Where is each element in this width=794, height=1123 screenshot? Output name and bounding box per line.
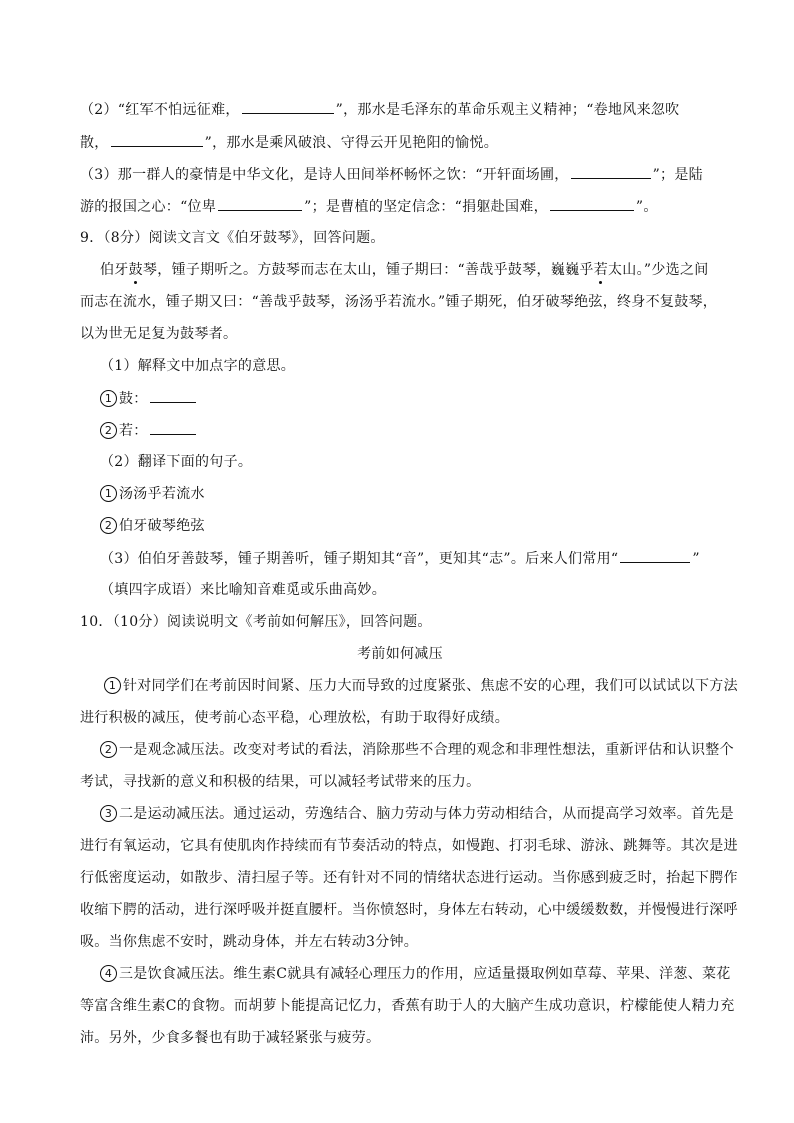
text: （2）“红军不怕远征难， [80,102,240,118]
circle-number: 1 [104,677,121,694]
q10-para3-line4: 收缩下腭的活动，进行深呼吸并挺直腰杆。当你愤怒时，身体左右转动，心中缓缓数数，并慢慢进行深呼 [80,902,738,918]
q10-para3-line2: 进行有氧运动，它具有使肌肉作持续而有节奏活动的特点，如慢跑、打羽毛球、游泳、跳舞等。其次是进 [80,838,738,854]
text: 伯牙 [100,262,129,278]
text: ”，那水是毛泽东的革命乐观主义精神；“卷地风来忽吹 [335,102,680,118]
circle-number: 1 [100,390,117,407]
q8-part2-line1 [80,99,720,119]
text: （3）伯伯牙善鼓琴，锺子期善听，锺子期知其“音”，更知其“志”。后来人们常用“ [100,551,619,567]
q8-part2-line2 [80,132,720,152]
q10-para4-line1 [100,964,731,984]
q10-para2-line1 [100,740,734,760]
text: ”，那水是乘风破浪、守得云开见艳阳的愉悦。 [204,135,499,151]
text: 三是饮食减压法。维生素C就具有减轻心理压力的作用，应适量摄取例如草莓、苹果、洋葱、菜花 [119,966,731,982]
q10-article-title: 考前如何减压 [357,646,443,662]
q10-heading: 10．（10分）阅读说明文《考前如何解压》，回答问题。 [80,614,432,630]
q10-para4-line2: 等富含维生素C的食物。而胡萝卜能提高记忆力，香蕉有助于人的大脑产生成功意识，柠檬能使人精力充 [80,998,735,1014]
text: 散， [80,135,109,151]
q10-para4-line3: 沛。另外，少食多餐也有助于减轻紧张与疲劳。 [80,1030,381,1046]
q9-sub1-item1 [100,388,740,408]
text: ”；是曹植的坚定信念：“捐躯赴国难， [304,199,548,215]
text: 若： [119,423,148,439]
q9-sub2-item2 [100,516,740,536]
text: ” [692,551,700,567]
q9-sub3-line1 [100,548,720,568]
q9-sub1-item2 [100,420,740,440]
text: 琴，锺子期听之。方鼓琴而志在太山，锺子期曰：“善哉乎鼓琴，巍巍乎 [142,262,594,278]
q8-part3-line1 [80,164,720,184]
dotted-char: 若 [593,262,608,278]
answer-blank[interactable] [242,99,334,114]
q10-para3-line1 [100,804,734,824]
circle-number: 3 [100,805,117,822]
text: ”。 [635,199,658,215]
q9-sub2-item1 [100,484,740,504]
answer-blank[interactable] [550,196,634,211]
q10-para1-line1 [104,676,738,696]
circle-number: 1 [100,485,117,502]
text: 一是观念减压法。改变对考试的看法，消除那些不合理的观念和非理性想法，重新评估和认识整个 [119,742,734,758]
answer-blank[interactable] [150,388,196,403]
q9-sub2: （2）翻译下面的句子。 [100,454,253,470]
q8-part3-line2 [80,196,720,216]
q10-para1-line2: 进行积极的减压，使考前心态平稳，心理放松，有助于取得好成绩。 [80,710,509,726]
q10-para3-line3: 行低密度运动，如散步、清扫屋子等。还有针对不同的情绪状态进行运动。当你感到疲乏时，抬起下腭作 [80,870,738,886]
circle-number: 2 [100,422,117,439]
text: （3）那一群人的豪情是中华文化，是诗人田间举杯畅怀之饮：“开轩面场圃， [80,167,569,183]
text: 二是运动减压法。通过运动，劳逸结合、脑力劳动与体力劳动相结合，从而提高学习效率。首先是 [119,806,734,822]
q9-passage-line2: 而志在流水，锺子期又曰：“善哉乎鼓琴，汤汤乎若流水。”锺子期死，伯牙破琴绝弦，终身不复鼓琴， [80,294,718,310]
circle-number: 2 [100,741,117,758]
q9-sub1: （1）解释文中加点字的意思。 [100,358,296,374]
circle-number: 4 [100,965,117,982]
q9-passage-line3: 以为世无足复为鼓琴者。 [80,326,238,342]
answer-blank[interactable] [620,548,690,563]
answer-blank[interactable] [571,164,651,179]
q9-heading: 9．（8分）阅读文言文《伯牙鼓琴》，回答问题。 [80,230,385,246]
circle-number: 2 [100,517,117,534]
text: 鼓： [119,391,148,407]
q9-sub3-line2: （填四字成语）来比喻知音难觅或乐曲高妙。 [100,582,386,598]
dotted-char: 鼓 [128,262,143,278]
answer-blank[interactable] [218,196,302,211]
text: 伯牙破琴绝弦 [119,518,205,534]
answer-blank[interactable] [150,420,196,435]
text: 太山。”少选之间 [608,262,709,278]
text: 汤汤乎若流水 [119,486,205,502]
text: 针对同学们在考前因时间紧、压力大而导致的过度紧张、焦虑不安的心理，我们可以试试以下方法 [123,678,738,694]
q9-passage-line1 [100,260,720,280]
q10-para3-line5: 吸。当你焦虑不安时，跳动身体，并左右转动3分钟。 [80,934,419,950]
q10-para2-line2: 考试，寻找新的意义和积极的结果，可以减轻考试带来的压力。 [80,774,481,790]
answer-blank[interactable] [111,132,203,147]
text: ”；是陆 [652,167,703,183]
text: 游的报国之心：“位卑 [80,199,217,215]
